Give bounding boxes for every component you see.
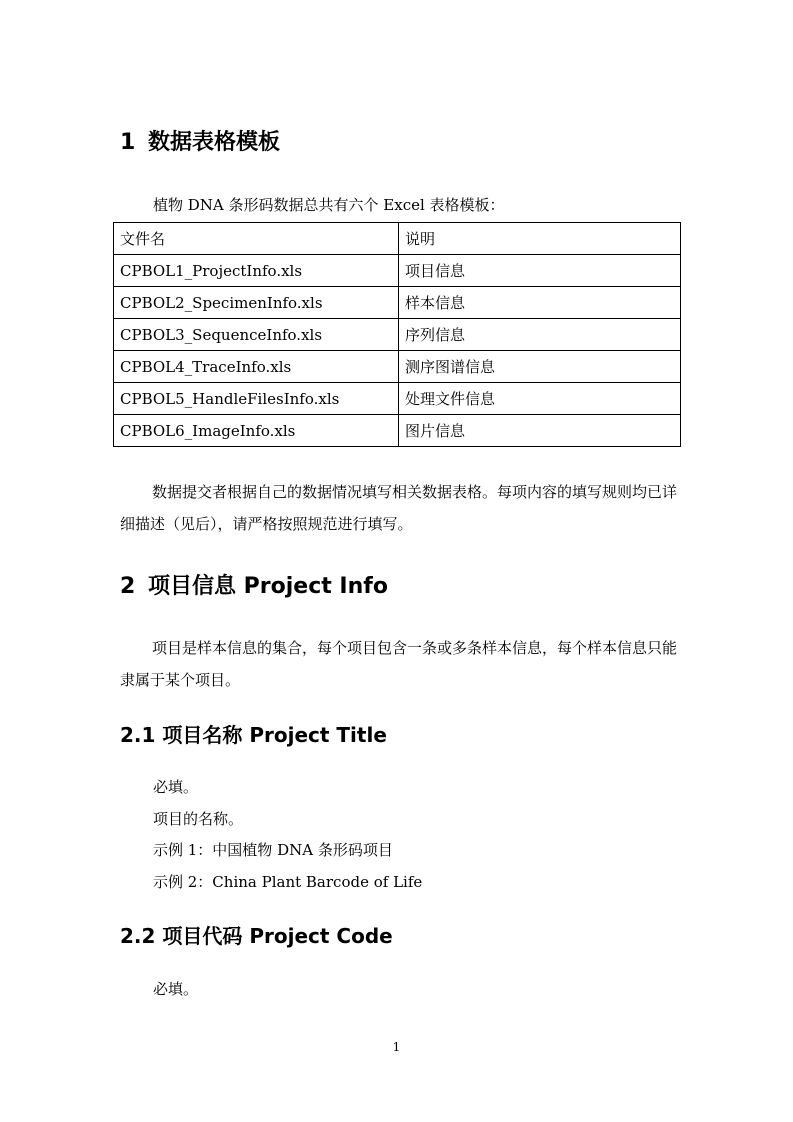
table-row (114, 351, 681, 383)
table-cell-description: 图片信息 (399, 415, 681, 447)
table-cell-filename: CPBOL5_HandleFilesInfo.xls (114, 383, 399, 415)
section-2-heading (120, 572, 388, 602)
subsection-2-1-heading: 2.1 项目名称 Project Title (120, 723, 387, 747)
table-header-cell: 文件名 (114, 223, 399, 255)
section-2-title: 项目信息 Project Info (148, 574, 388, 599)
section-1-note: 数据提交者根据自己的数据情况填写相关数据表格。每项内容的填写规则均已详细描述（见后），请严格按照规范进行填写。 (120, 483, 678, 533)
section-1-number: 1 (120, 130, 136, 155)
subsection-2-1-line: 示例 1：中国植物 DNA 条形码项目 (153, 841, 393, 859)
subsection-2-2-heading: 2.2 项目代码 Project Code (120, 924, 393, 948)
table-cell-description: 处理文件信息 (399, 383, 681, 415)
table-cell-description: 项目信息 (399, 255, 681, 287)
table-row (114, 383, 681, 415)
section-1-intro: 植物 DNA 条形码数据总共有六个 Excel 表格模板： (153, 196, 505, 214)
table-cell-filename: CPBOL6_ImageInfo.xls (114, 415, 399, 447)
section-1-heading (120, 128, 280, 158)
page-number: 1 (392, 1040, 401, 1054)
template-files-table (113, 222, 681, 447)
table-cell-filename: CPBOL2_SpecimenInfo.xls (114, 287, 399, 319)
table-cell-description: 样本信息 (399, 287, 681, 319)
section-2-number: 2 (120, 574, 136, 599)
table-cell-filename: CPBOL3_SequenceInfo.xls (114, 319, 399, 351)
table-header-row (114, 223, 681, 255)
table-header-cell: 说明 (399, 223, 681, 255)
table-cell-filename: CPBOL4_TraceInfo.xls (114, 351, 399, 383)
subsection-2-1-line: 必填。 (153, 778, 199, 796)
table-row (114, 415, 681, 447)
table-cell-filename: CPBOL1_ProjectInfo.xls (114, 255, 399, 287)
table-cell-description: 序列信息 (399, 319, 681, 351)
table-row (114, 255, 681, 287)
table-cell-description: 测序图谱信息 (399, 351, 681, 383)
subsection-2-1-line: 示例 2：China Plant Barcode of Life (153, 873, 423, 891)
table-row (114, 287, 681, 319)
table-row (114, 319, 681, 351)
subsection-2-1-line: 项目的名称。 (153, 810, 244, 828)
subsection-2-2-line: 必填。 (153, 980, 199, 998)
section-2-intro: 项目是样本信息的集合，每个项目包含一条或多条样本信息，每个样本信息只能隶属于某个项目。 (120, 639, 678, 689)
section-1-title: 数据表格模板 (148, 130, 281, 155)
